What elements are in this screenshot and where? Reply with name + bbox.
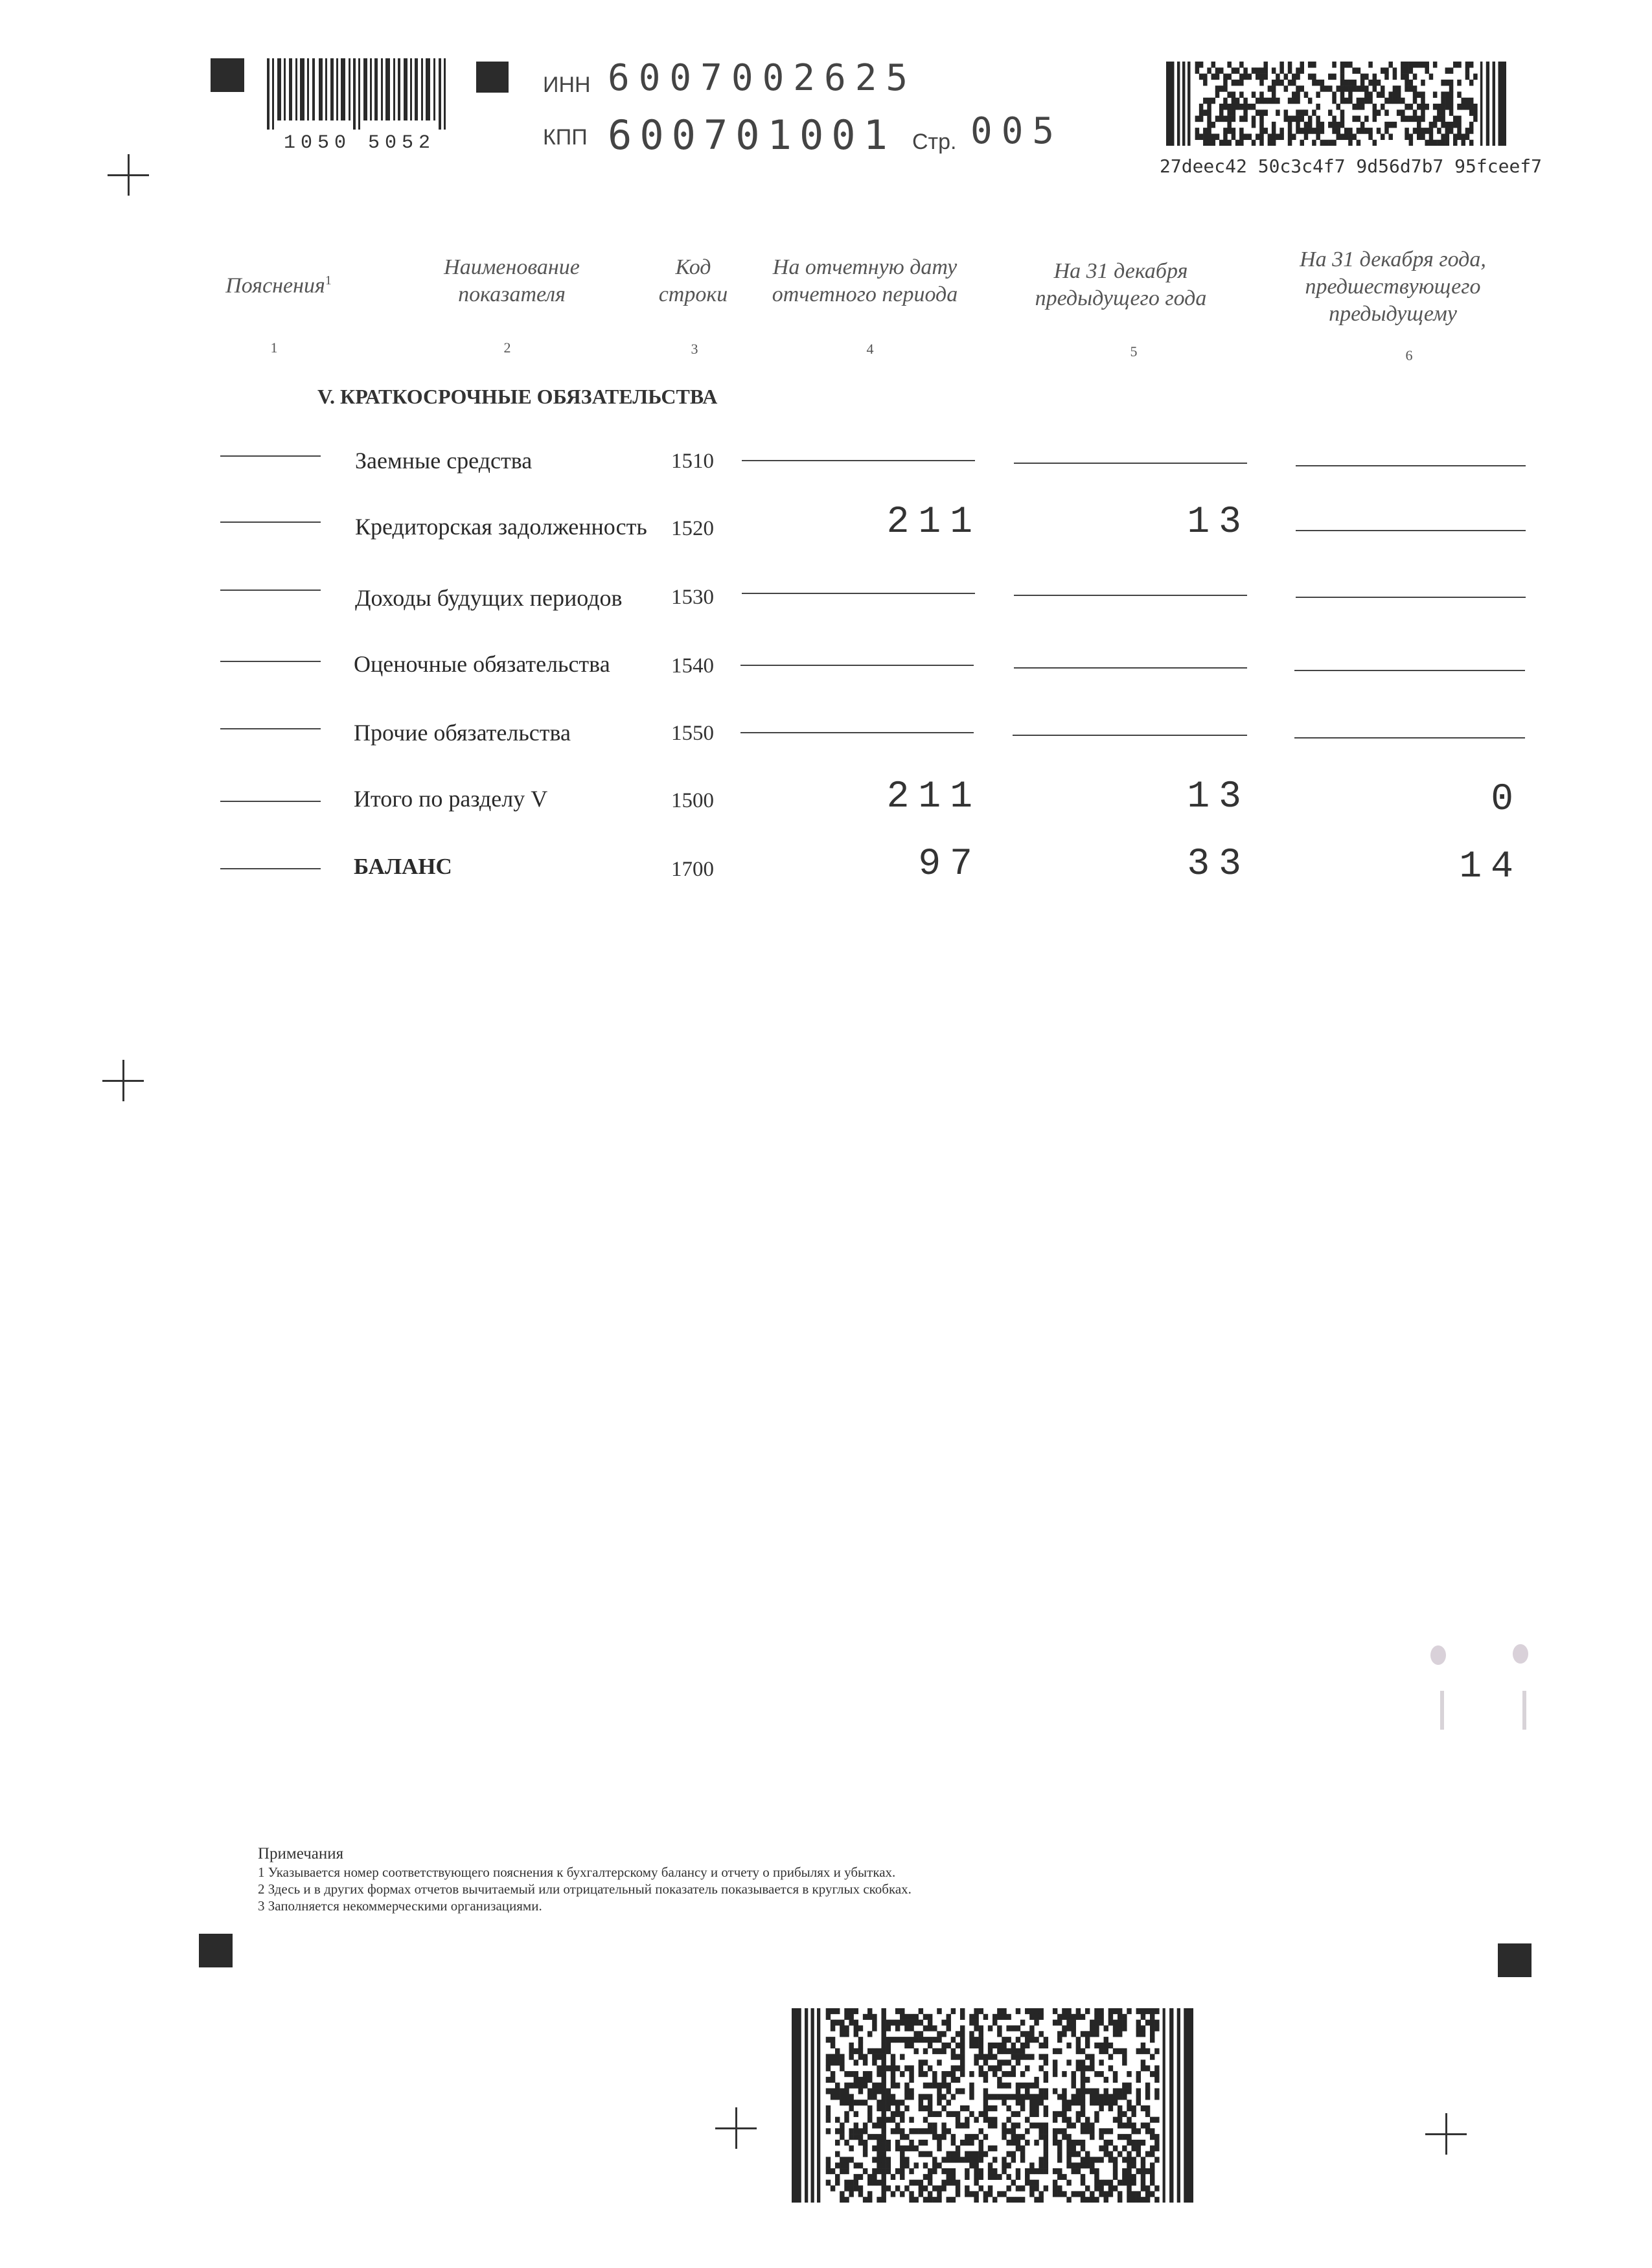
row-code: 1550 <box>671 722 714 745</box>
notes-dash <box>220 868 321 869</box>
page-number: 005 <box>970 110 1064 152</box>
scan-smudge <box>1522 1691 1526 1730</box>
registration-square <box>211 58 244 92</box>
value-current: 211 <box>886 776 981 818</box>
kpp-value: 600701001 <box>608 111 895 159</box>
col-header-prev-year: На 31 декабря предыдущего года <box>1035 259 1207 310</box>
row-name: Заемные средства <box>355 448 533 474</box>
registration-square <box>199 1934 233 1967</box>
linear-barcode <box>267 58 448 130</box>
scan-smudge <box>1513 1644 1528 1664</box>
row-name: Кредиторская задолженность <box>355 514 647 540</box>
value-dash <box>1013 735 1247 736</box>
value-dash <box>1296 530 1526 531</box>
row-name: БАЛАНС <box>354 854 452 879</box>
value-prev-prev-year: 14 <box>1459 846 1522 888</box>
value-prev-year: 13 <box>1187 776 1250 818</box>
col-header-name: Наименование показателя <box>444 255 580 306</box>
note-item: 1 Указывается номер соответствующего пояснения к бухгалтерскому балансу и отчету о прибылях и убытках. <box>258 1864 896 1880</box>
row-code: 1530 <box>671 586 714 609</box>
notes-dash <box>220 455 321 457</box>
row-name: Оценочные обязательства <box>354 651 610 677</box>
col-header-notes: Пояснения$^1$ <box>225 273 332 298</box>
page-label: Стр. <box>912 130 957 154</box>
pdf417-barcode <box>1166 62 1506 146</box>
scan-smudge <box>1440 1691 1444 1730</box>
footnote-mark: 1 <box>325 273 332 288</box>
registration-square <box>476 62 509 93</box>
row-code: 1500 <box>671 789 714 812</box>
value-dash <box>740 732 974 733</box>
value-dash <box>1294 670 1525 671</box>
notes-dash <box>220 728 321 729</box>
value-dash <box>1296 465 1526 466</box>
col-number: 5 <box>1130 343 1138 360</box>
value-current: 211 <box>886 501 981 544</box>
row-name: Доходы будущих периодов <box>355 585 623 611</box>
row-code: 1700 <box>671 858 714 881</box>
inn-label: ИНН <box>543 73 591 97</box>
inn-value: 6007002625 <box>608 57 917 99</box>
pdf417-barcode <box>792 2008 1193 2203</box>
value-dash <box>1014 667 1247 669</box>
value-prev-year: 13 <box>1187 501 1250 544</box>
col-number: 4 <box>866 341 874 357</box>
col-number: 2 <box>503 339 511 356</box>
document-hash: 27deec42 50c3c4f7 9d56d7b7 95fceef7 <box>1160 155 1543 177</box>
value-dash <box>742 460 975 461</box>
value-dash <box>742 593 975 594</box>
value-dash <box>1014 463 1247 464</box>
registration-cross <box>715 2107 757 2149</box>
scan-smudge <box>1430 1645 1446 1665</box>
value-dash <box>1296 597 1526 598</box>
value-prev-year: 33 <box>1187 843 1250 886</box>
barcode-number: 1050 5052 <box>284 132 436 154</box>
registration-cross <box>1425 2113 1467 2155</box>
notes-dash <box>220 590 321 591</box>
value-dash <box>1014 595 1247 596</box>
section-title: V. КРАТКОСРОЧНЫЕ ОБЯЗАТЕЛЬСТВА <box>317 385 718 408</box>
note-item: 3 Заполняется некоммерческими организациями. <box>258 1898 542 1914</box>
notes-dash <box>220 801 321 802</box>
registration-square <box>1498 1943 1532 1977</box>
row-code: 1510 <box>671 450 714 473</box>
col-header-prev-prev-year: На 31 декабря года, предшествующего предыдущему <box>1300 247 1486 326</box>
value-dash <box>1294 737 1525 739</box>
col-number: 6 <box>1405 347 1413 363</box>
note-item: 2 Здесь и в других формах отчетов вычитаемый или отрицательный показатель показывается в круглых скобках. <box>258 1881 912 1897</box>
row-code: 1540 <box>671 654 714 678</box>
col-number: 3 <box>691 341 698 357</box>
col-header-code: Код строки <box>658 255 728 306</box>
col-number: 1 <box>270 339 278 356</box>
value-prev-prev-year: 0 <box>1491 779 1522 821</box>
notes-dash <box>220 661 321 662</box>
notes-dash <box>220 521 321 523</box>
row-name: Итого по разделу V <box>354 786 548 812</box>
value-dash <box>740 665 974 666</box>
col-header-current: На отчетную дату отчетного периода <box>772 255 958 306</box>
row-name: Прочие обязательства <box>354 720 571 746</box>
row-code: 1520 <box>671 517 714 540</box>
notes-title: Примечания <box>258 1845 344 1862</box>
registration-cross <box>102 1060 144 1101</box>
value-current: 97 <box>918 843 981 886</box>
kpp-label: КПП <box>543 125 588 150</box>
registration-cross <box>108 154 149 196</box>
